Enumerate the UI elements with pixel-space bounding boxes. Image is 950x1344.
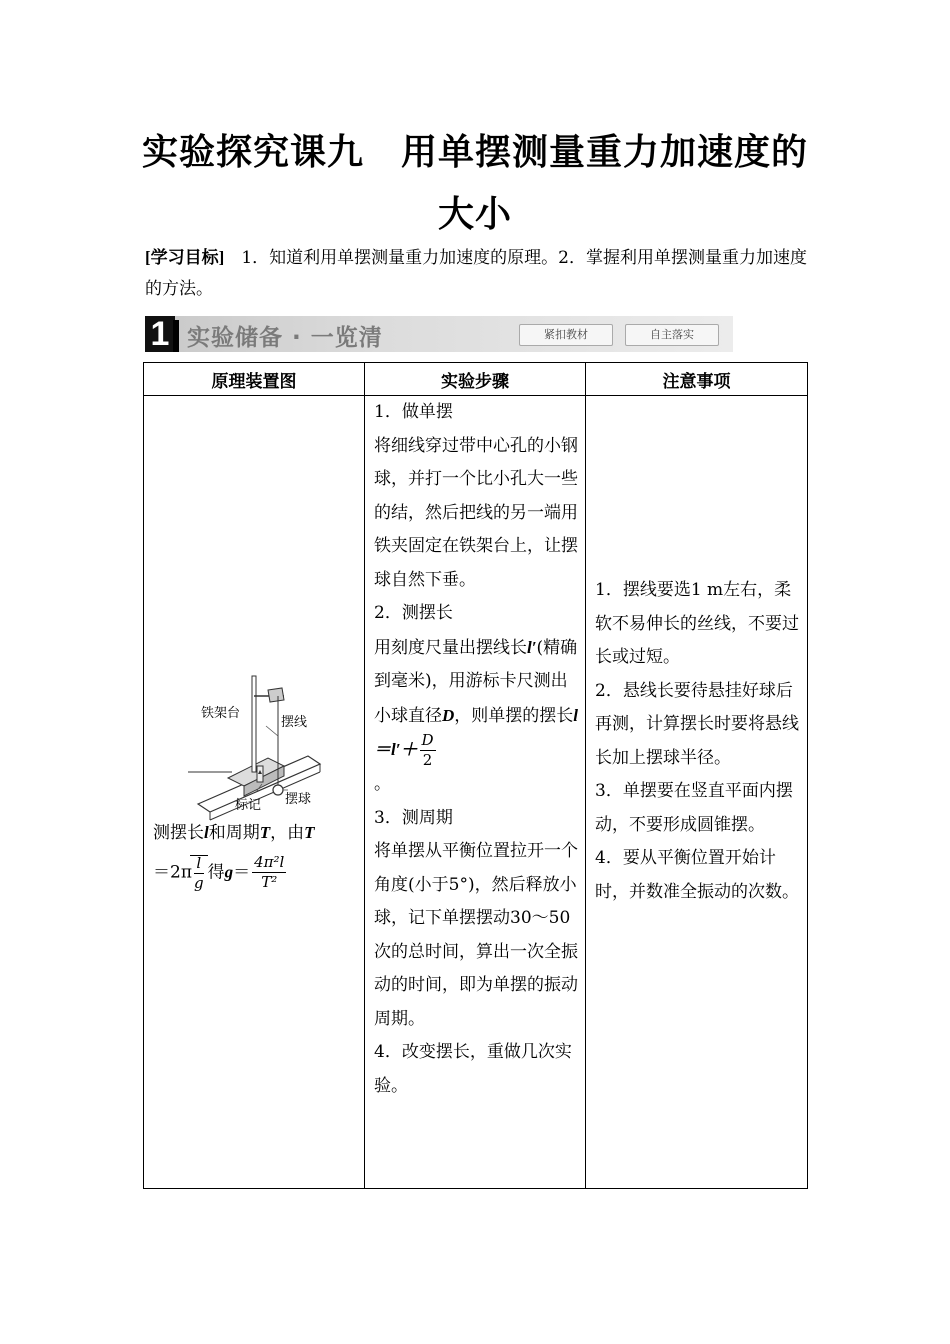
label-ball: 摆球: [285, 792, 312, 807]
step2-end: 。: [374, 774, 391, 794]
sqrt-term: [190, 855, 208, 891]
step2-fraction: [420, 733, 436, 768]
section-number: 1: [145, 316, 175, 352]
step2-text-b: (精确到毫米)，用游标卡尺测出小球直径: [374, 637, 578, 726]
experiment-table: [143, 362, 808, 1189]
step3-title: 3．测周期: [374, 807, 453, 828]
formula-prefix: ＝2π: [153, 862, 192, 882]
header-steps: 实验步骤: [365, 363, 586, 396]
step1-body: 将细线穿过带中心孔的小钢球，并打一个比小孔大一些的结，然后把线的另一端用铁夹固定在铁架台上，让摆球自然下垂。: [374, 435, 578, 590]
step2-body: [374, 631, 580, 802]
sqrt-numerator: l: [194, 856, 204, 874]
header-principle: 原理装置图: [144, 363, 365, 396]
goals-text: 1．知道利用单摆测量重力加速度的原理。2．掌握利用单摆测量重力加速度的方法。: [145, 248, 807, 299]
principle-text-a: 测摆长: [153, 823, 204, 843]
g-fraction: [252, 855, 286, 890]
formula-equals: ＝: [233, 862, 251, 882]
pendulum-apparatus-figure: [188, 666, 368, 826]
step1-title: 1．做单摆: [374, 402, 453, 422]
steps-text: [374, 396, 580, 1103]
label-mark: 标记: [235, 798, 262, 813]
notes-cell: [586, 396, 807, 1188]
page-title-line2: 大小: [437, 194, 512, 235]
principle-text-c: ，由: [270, 823, 305, 843]
section-title: 实验储备 · 一览清: [187, 325, 383, 351]
goals-label: [学习目标]: [145, 248, 225, 267]
learning-goals: [145, 242, 807, 305]
var-D: D: [442, 705, 455, 725]
sqrt-denominator: g: [194, 873, 204, 892]
principle-cell: [144, 396, 364, 1188]
var-l-prime: l′: [527, 637, 537, 657]
note-item: 3．单摆要在竖直平面内摆动，不要形成圆锥摆。: [595, 781, 793, 835]
step4: 4．改变摆长，重做几次实验。: [374, 1042, 572, 1096]
formula-de: 得: [207, 862, 225, 882]
var-T: T: [259, 823, 271, 842]
page-title-line1: 实验探究课九 用单摆测量重力加速度的: [141, 132, 808, 173]
var-g: g: [224, 862, 234, 881]
step2-text-c: ，则单摆的摆长: [454, 705, 574, 726]
section-number-shadow: [173, 320, 179, 352]
note-item: 2．悬线长要待悬挂好球后再测，计算摆长时要将悬线长加上摆球半径。: [595, 680, 799, 768]
label-iron-stand: 铁架台: [201, 706, 241, 721]
note-item: 4．要从平衡位置开始计时，并数准全振动的次数。: [595, 848, 799, 902]
step2-title: 2．测摆长: [374, 603, 453, 623]
notes-text: [595, 574, 803, 909]
label-string: 摆线: [281, 715, 308, 730]
header-notes: 注意事项: [586, 363, 808, 396]
step2-fraction-denominator: 2: [422, 751, 433, 769]
steps-cell: [365, 396, 585, 1188]
step3-body: 将单摆从平衡位置拉开一个角度(小于5°)，然后释放小球，记下单摆摆动30～50次的总时间，算出一次全振动的时间，即为单摆的振动周期。: [374, 841, 578, 1029]
g-fraction-denominator: T²: [261, 873, 278, 891]
principle-text: [153, 816, 363, 891]
principle-text-b: 和周期: [208, 823, 260, 843]
g-fraction-numerator: 4π²l: [254, 853, 285, 871]
var-l: l: [204, 823, 209, 842]
step2-fraction-numerator: D: [421, 731, 434, 749]
step2-text-a: 用刻度尺量出摆线长: [374, 637, 527, 658]
step2-formula: l＝l′＋: [374, 705, 579, 759]
section-banner: [145, 316, 733, 352]
self-study-button[interactable]: 自主落实: [625, 324, 719, 346]
var-T-2: T: [304, 823, 315, 842]
note-item: 1．摆线要选1 m左右，柔软不易伸长的丝线，不要过长或过短。: [595, 580, 799, 667]
textbook-button[interactable]: 紧扣教材: [519, 324, 613, 346]
